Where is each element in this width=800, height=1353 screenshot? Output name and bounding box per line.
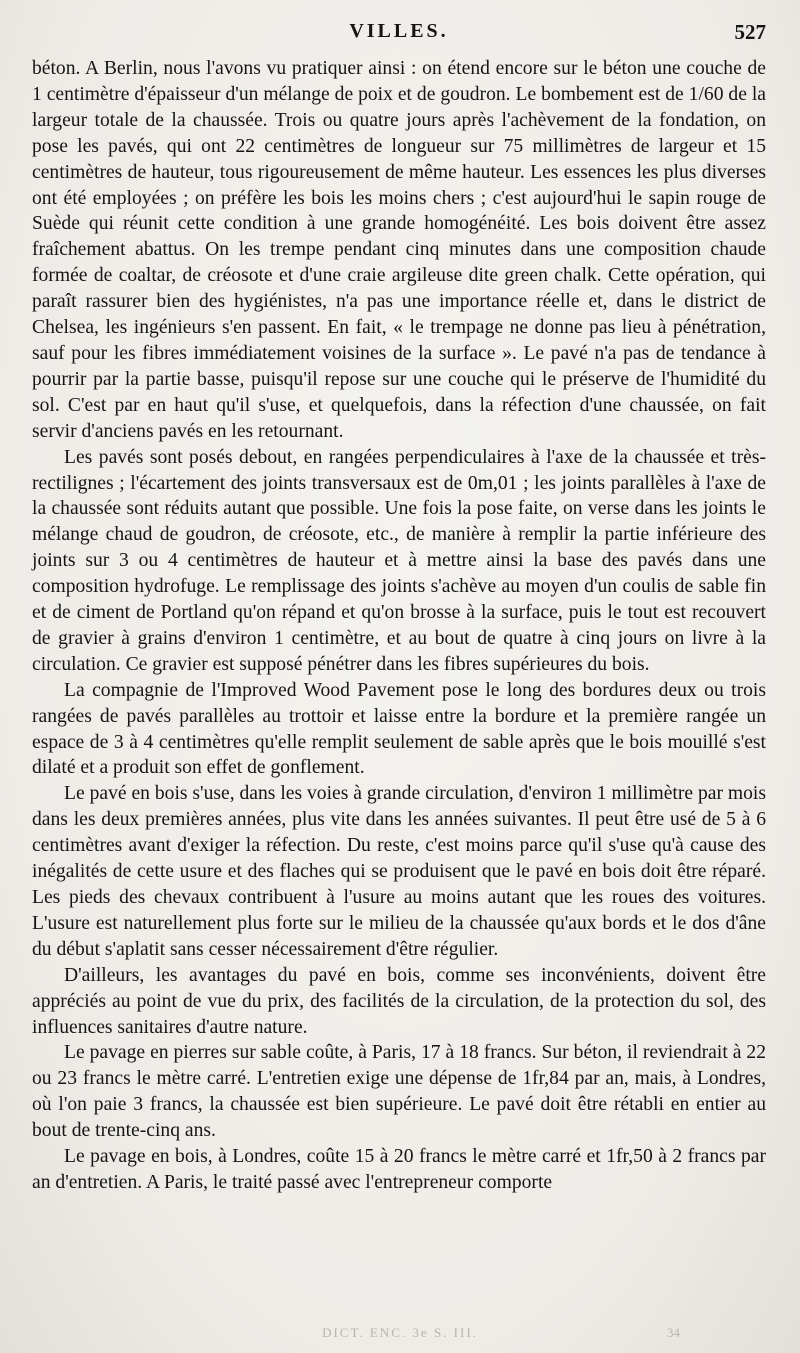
paragraph: béton. A Berlin, nous l'avons vu pratiquer ainsi : on étend encore sur le béton une couche de 1 centimètre d'épaisseur d'un mélange de poix et de goudron. Le bombement est de 1/60 de la largeur totale de la chaussée. Trois ou quatre jours après l'achèvement de la fondation, on pose les pavés, qui ont 22 centimètres de longueur sur 75 millimètres de largeur et 15 centimètres de hauteur, tous rigoureusement de même hauteur. Les essences les plus diverses ont été employées ; on préfère les bois les moins chers ; c'est aujourd'hui le sapin rouge de Suède qui réunit cette condition à une grande homogénéité. Les bois doivent être assez fraîchement abattus. On les trempe pendant cinq minutes dans une composition chaude formée de coaltar, de créosote et d'une craie argileuse dite green chalk. Cette opération, qui paraît rassurer bien des hygiénistes, n'a pas une importance réelle et, dans le district de Chelsea, les ingénieurs s'en passent. En fait, « le trempage ne donne pas lieu à pénétration, sauf pour les fibres immédiatement voisines de la surface ». Le pavé n'a pas de tendance à pourrir par la partie basse, puisqu'il repose sur une couche qui le préserve de l'humidité du sol. C'est par en haut qu'il s'use, et quelquefois, dans la réfection d'une chaussée, on fait servir d'anciens pavés en les retournant. [32,58,766,442]
sheet-number: 34 [667,1325,680,1340]
paragraph: La compagnie de l'Improved Wood Pavement pose le long des bordures deux ou trois rangées de pavés parallèles au trottoir et laisse entre la bordure et la première rangée un espace de 3 à 4 centimètres qu'elle remplit seulement de sable après que le bois mouillé s'est dilaté et a produit son effet de gonflement. [32,679,766,779]
running-head [32,18,766,52]
printer-signature: DICT. ENC. 3e S. III. [322,1325,478,1340]
page-number: 527 [734,20,766,44]
paragraph: Le pavage en bois, à Londres, coûte 15 à 20 francs le mètre carré et 1fr,50 à 2 francs par an d'entretien. A Paris, le traité passé avec l'entrepreneur comporte [32,1146,766,1193]
paragraph: Le pavé en bois s'use, dans les voies à grande circulation, d'environ 1 millimètre par mois dans les deux premières années, plus vite dans les années suivantes. Il peut être usé de 5 à 6 centimètres avant d'exiger la réfection. Du reste, c'est moins parce qu'il s'use qu'à cause des inégalités de cette usure et des flaches qui se produisent que le pavé en bois doit être réparé. Les pieds des chevaux contribuent à l'usure au moins autant que les roues des voitures. L'usure est naturellement plus forte sur le milieu de la chaussée qu'aux bords et le dos d'âne du début s'aplatit sans cesser nécessairement d'être régulier. [32,783,766,960]
running-title: VILLES. [349,20,449,42]
body-text [32,56,766,1196]
paragraph: Les pavés sont posés debout, en rangées perpendiculaires à l'axe de la chaussée et très-rectilignes ; l'écartement des joints transversaux est de 0m,01 ; les joints parallèles à l'axe de la chaussée sont réduits autant que possible. Une fois la pose faite, on verse dans les joints le mélange chaud de goudron, de créosote, etc., de manière à remplir la partie inférieure des joints sur 3 ou 4 centimètres de hauteur et à mettre ainsi la base des pavés dans une composition hydrofuge. Le remplissage des joints s'achève au moyen d'un coulis de sable fin et de ciment de Portland qu'on répand et qu'on brosse à la surface, puis le tout est recouvert de gravier à grains d'environ 1 centimètre, et au bout de quatre à cinq jours on livre à la circulation. Ce gravier est supposé pénétrer dans les fibres supérieures du bois. [32,446,766,675]
paragraph: D'ailleurs, les avantages du pavé en bois, comme ses inconvénients, doivent être appréciés au point de vue du prix, des facilités de la circulation, de la protection du sol, des influences sanitaires d'autre nature. [32,964,766,1038]
paragraph: Le pavage en pierres sur sable coûte, à Paris, 17 à 18 francs. Sur béton, il reviendrait à 22 ou 23 francs le mètre carré. L'entretien exige une dépense de 1fr,84 par an, mais, à Londres, où l'on paie 3 francs, la chaussée est bien supérieure. Le pavé doit être rétabli en entier au bout de trente-cinq ans. [32,1042,766,1142]
